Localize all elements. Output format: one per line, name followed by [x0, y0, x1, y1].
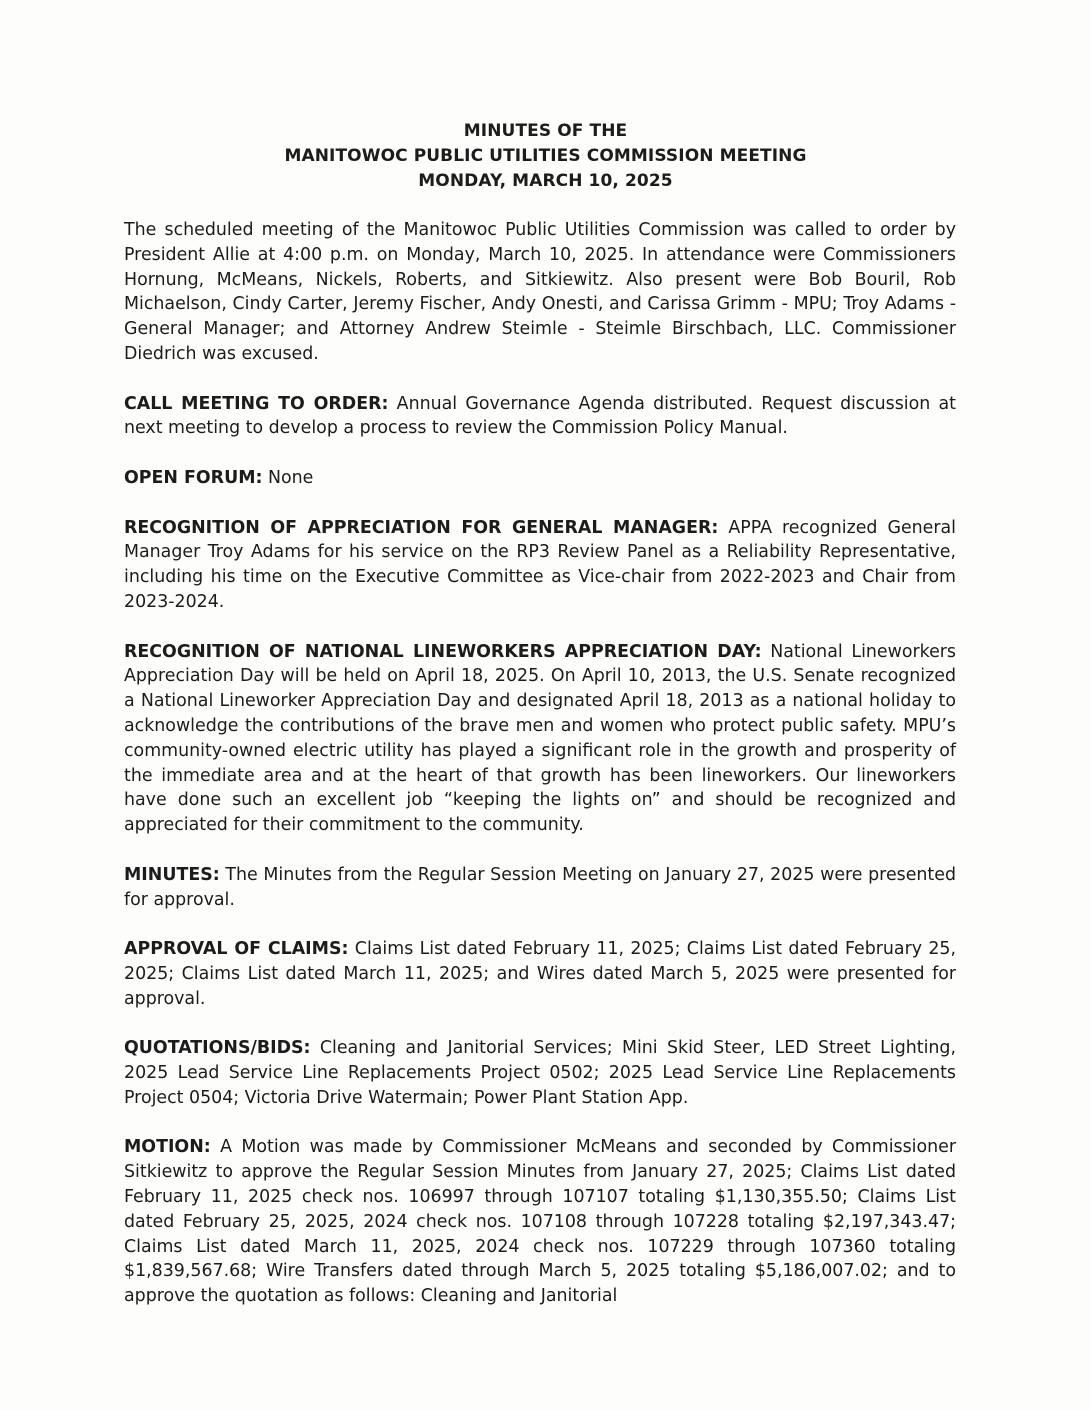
- quotations-paragraph: [124, 1036, 956, 1110]
- minutes-text: The Minutes from the Regular Session Meeting on January 27, 2025 were presented for approval.: [124, 864, 956, 910]
- call-to-order-label: CALL MEETING TO ORDER:: [124, 393, 389, 414]
- lineworkers-label: RECOGNITION OF NATIONAL LINEWORKERS APPRECIATION DAY:: [124, 641, 762, 662]
- quotations-text: Cleaning and Janitorial Services; Mini Skid Steer, LED Street Lighting, 2025 Lead Service Line Replacements Project 0502; 2025 Lead Service Line Replacements Project 0504; Victoria Drive Watermain; Power Plant Station App.: [124, 1038, 956, 1108]
- motion-label: MOTION:: [124, 1137, 211, 1158]
- document-body: [124, 218, 956, 1309]
- open-forum-paragraph: [124, 466, 956, 491]
- gm-recognition-label: RECOGNITION OF APPRECIATION FOR GENERAL MANAGER:: [124, 517, 719, 538]
- open-forum-label: OPEN FORUM:: [124, 467, 263, 488]
- header-line-1: MINUTES OF THE: [463, 121, 628, 141]
- quotations-label: QUOTATIONS/BIDS:: [124, 1038, 311, 1059]
- minutes-paragraph: [124, 863, 956, 913]
- lineworkers-text: National Lineworkers Appreciation Day will be held on April 18, 2025. On April 10, 2013, the U.S. Senate recognized a National Lineworker Appreciation Day and designated April 18, 2013 as a national holiday to acknowledge the contributions of the brave men and women who protect public safety. MPU’s community-owned electric utility has played a significant role in the growth and prosperity of the immediate area and at the heart of that growth has been lineworkers. Our lineworkers have done such an excellent job “keeping the lights on” and should be recognized and appreciated for their commitment to the community.: [124, 641, 956, 836]
- intro-paragraph: [124, 218, 956, 367]
- gm-recognition-text: APPA recognized General Manager Troy Adams for his service on the RP3 Review Panel as a Reliability Representative, including his time on the Executive Committee as Vice-chair from 2022-2023 and Chair from 2023-2024.: [124, 517, 957, 612]
- motion-text: A Motion was made by Commissioner McMeans and seconded by Commissioner Sitkiewitz to approve the Regular Session Minutes from January 27, 2025; Claims List dated February 11, 2025 check nos. 106997 through 107107 totaling $1,130,355.50; Claims List dated February 25, 2025, 2024 check nos. 107108 through 107228 totaling $2,197,343.47; Claims List dated March 11, 2025, 2024 check nos. 107229 through 107360 totaling $1,839,567.68; Wire Transfers dated through March 5, 2025 totaling $5,186,007.02; and to approve the quotation as follows: Cleaning and Janitorial: [124, 1137, 956, 1307]
- motion-paragraph: [124, 1135, 956, 1309]
- header-line-3: MONDAY, MARCH 10, 2025: [418, 171, 673, 191]
- claims-text: Claims List dated February 11, 2025; Claims List dated February 25, 2025; Claims List dated March 11, 2025; and Wires dated March 5, 2025 were presented for approval.: [124, 939, 957, 1009]
- lineworkers-paragraph: [124, 640, 956, 838]
- call-to-order-paragraph: [124, 392, 956, 442]
- minutes-label: MINUTES:: [124, 864, 220, 885]
- call-to-order-text: Annual Governance Agenda distributed. Request discussion at next meeting to develop a process to review the Commission Policy Manual.: [124, 393, 956, 439]
- claims-label: APPROVAL OF CLAIMS:: [124, 939, 349, 960]
- header-line-2: MANITOWOC PUBLIC UTILITIES COMMISSION MEETING: [284, 146, 807, 166]
- claims-paragraph: [124, 937, 956, 1011]
- intro-text: The scheduled meeting of the Manitowoc Public Utilities Commission was called to order by President Allie at 4:00 p.m. on Monday, March 10, 2025. In attendance were Commissioners Hornung, McMeans, Nickels, Roberts, and Sitkiewitz. Also present were Bob Bouril, Rob Michaelson, Cindy Carter, Jeremy Fischer, Andy Onesti, and Carissa Grimm - MPU; Troy Adams - General Manager; and Attorney Andrew Steimle - Steimle Birschbach, LLC. Commissioner Diedrich was excused.: [124, 220, 956, 364]
- open-forum-text: None: [262, 467, 314, 488]
- gm-recognition-paragraph: [124, 516, 956, 615]
- document-header: [0, 119, 1091, 194]
